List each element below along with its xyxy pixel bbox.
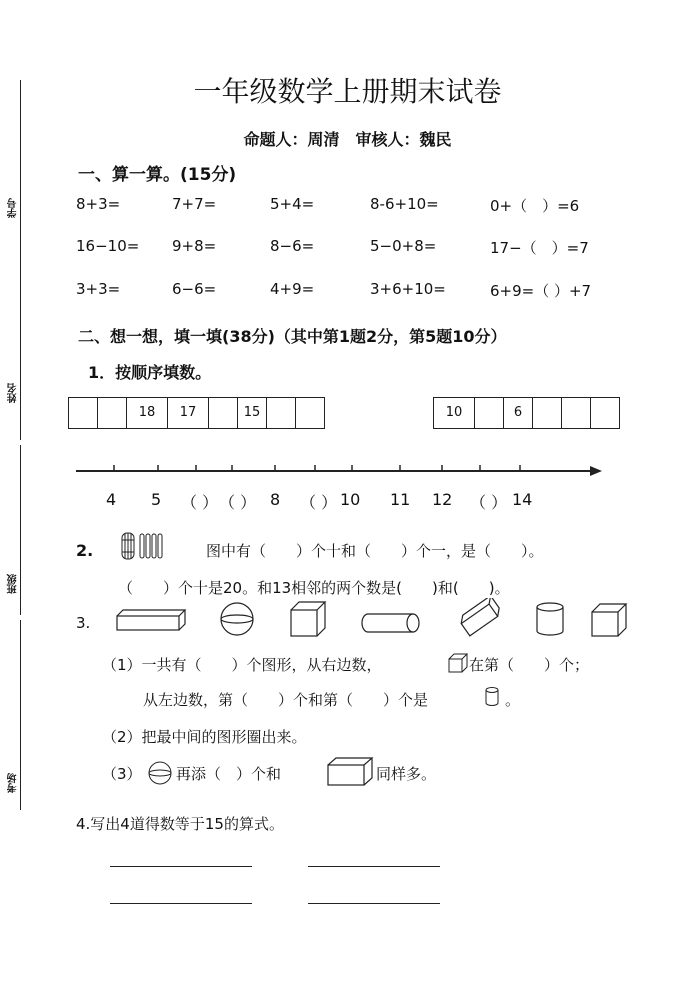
number-line [70, 455, 610, 485]
numberline-label[interactable]: （ ） [219, 493, 257, 512]
sphere-icon [146, 759, 174, 787]
sequence-box[interactable] [475, 398, 504, 428]
problem: 5+4= [270, 195, 315, 213]
q3-part3b: 再添（ ）个和 [176, 765, 282, 783]
q3-part1c: 从左边数，第（ ）个和第（ ）个是 [143, 691, 429, 709]
sticks-bundle-icon [118, 530, 166, 562]
sequence-box[interactable]: 15 [238, 398, 267, 428]
sequence-box[interactable] [98, 398, 127, 428]
problem: 17−（ ）=7 [490, 239, 589, 257]
q1-label: 1．按顺序填数。 [88, 363, 212, 382]
sequence-box[interactable]: 10 [434, 398, 475, 428]
binding-label-class: 班级 [8, 574, 19, 594]
page-title: 一年级数学上册期末试卷 [193, 75, 502, 108]
sequence-box[interactable] [267, 398, 296, 428]
cylinder-icon [483, 685, 501, 709]
q2-line1: 图中有（ ）个十和（ ）个一，是（ ）。 [206, 542, 544, 560]
binding-label-name: 姓名 [8, 383, 19, 403]
problem: 6+9=（ ）+7 [490, 282, 592, 300]
problem: 3+6+10= [370, 280, 446, 298]
answer-line[interactable] [110, 903, 252, 904]
sequence-boxes-left [68, 397, 325, 429]
numberline-label: 14 [512, 490, 533, 509]
q3-part3c: 同样多。 [376, 765, 437, 783]
problem: 8−6= [270, 237, 315, 255]
numberline-label: 5 [151, 490, 162, 509]
binding-line [20, 250, 21, 440]
q4-prompt: 4.写出4道得数等于15的算式。 [76, 815, 284, 833]
q2-line2: （ ）个十是20。和13相邻的两个数是( )和( )。 [118, 579, 510, 597]
sequence-box[interactable] [591, 398, 619, 428]
numberline-label: 8 [270, 490, 281, 509]
numberline-label[interactable]: （ ） [181, 493, 219, 512]
section1-heading: 一、算一算。(15分) [78, 165, 237, 185]
q3-part1b: 在第（ ）个； [469, 656, 590, 674]
binding-label-student-id: 学号 [8, 198, 19, 218]
sequence-box[interactable]: 18 [127, 398, 168, 428]
q3-part3a: （3） [102, 765, 142, 783]
q2-number: 2. [76, 541, 94, 560]
sequence-box[interactable]: 6 [504, 398, 533, 428]
cube-icon [447, 652, 469, 674]
shapes-row [110, 598, 640, 640]
numberline-label: 11 [390, 490, 411, 509]
page-subtitle: 命题人：周清 审核人：魏民 [243, 130, 452, 149]
problem: 6−6= [172, 280, 217, 298]
binding-label-exam-room: 考场 [8, 773, 19, 793]
q3-part1d: 。 [505, 691, 521, 709]
problem: 0+（ ）=6 [490, 197, 580, 215]
q3-part2: （2）把最中间的图形圈出来。 [102, 728, 307, 746]
numberline-label: 12 [432, 490, 453, 509]
sequence-box[interactable] [562, 398, 591, 428]
numberline-label[interactable]: （ ） [470, 493, 508, 512]
sequence-box[interactable] [296, 398, 324, 428]
numberline-label[interactable]: （ ） [300, 493, 338, 512]
answer-line[interactable] [308, 903, 440, 904]
sequence-box[interactable]: 17 [168, 398, 209, 428]
q3-part1a: （1）一共有（ ）个图形，从右边数， [102, 656, 382, 674]
cuboid-icon [326, 756, 374, 788]
problem: 5−0+8= [370, 237, 437, 255]
sequence-box[interactable] [533, 398, 562, 428]
numberline-label: 10 [340, 490, 361, 509]
section2-heading: 二、想一想，填一填(38分)（其中第1题2分，第5题10分） [78, 327, 507, 346]
sequence-box[interactable] [69, 398, 98, 428]
problem: 16−10= [76, 237, 140, 255]
problem: 3+3= [76, 280, 121, 298]
numberline-label: 4 [106, 490, 117, 509]
problem: 7+7= [172, 195, 217, 213]
problem: 4+9= [270, 280, 315, 298]
problem: 8+3= [76, 195, 121, 213]
answer-line[interactable] [110, 866, 252, 867]
q3-number: 3. [76, 614, 91, 632]
answer-line[interactable] [308, 866, 440, 867]
problem: 9+8= [172, 237, 217, 255]
sequence-box[interactable] [209, 398, 238, 428]
problem: 8-6+10= [370, 195, 439, 213]
sequence-boxes-right [433, 397, 620, 429]
